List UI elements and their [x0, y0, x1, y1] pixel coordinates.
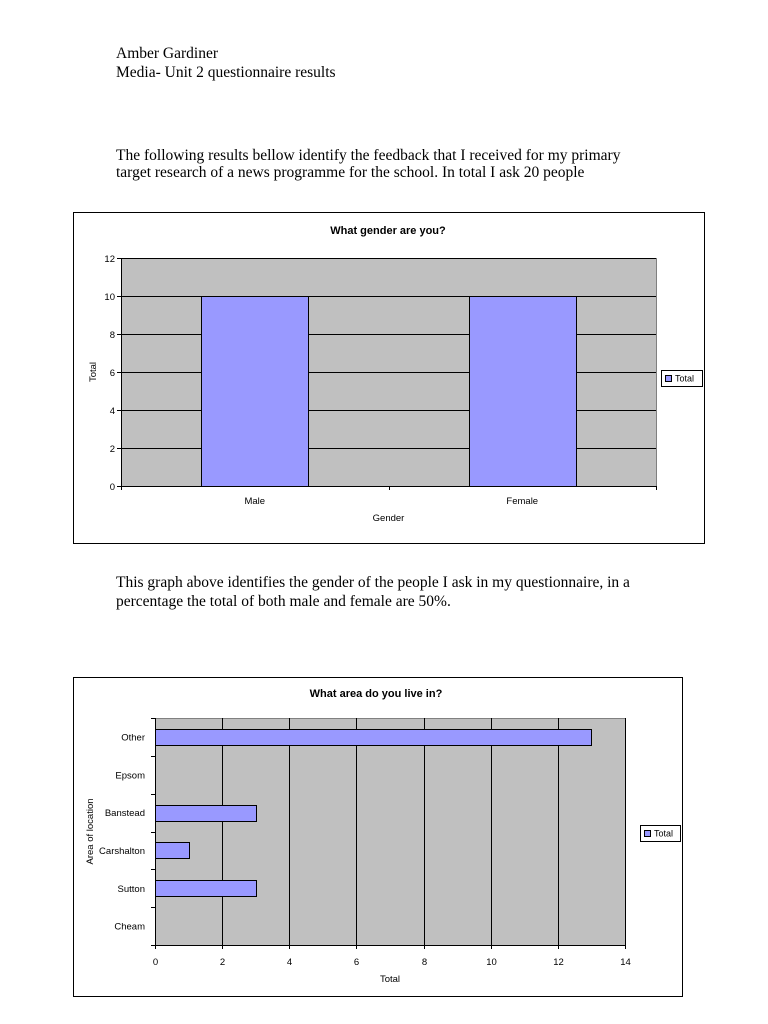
- plot-area: [156, 719, 626, 946]
- x-tick-label: 10: [486, 957, 497, 968]
- bar-male: [202, 297, 309, 487]
- x-axis-title: Gender: [372, 513, 405, 524]
- document-title: Media- Unit 2 questionnaire results: [116, 64, 336, 81]
- x-tick-label: 12: [553, 957, 564, 968]
- legend-swatch: [645, 831, 651, 837]
- x-tick-label: 0: [152, 957, 159, 968]
- bar-other: [156, 730, 592, 746]
- x-axis-title: Total: [379, 974, 401, 985]
- intro-line: The following results bellow identify the feedback that I received for my primary: [116, 147, 621, 164]
- bar-carshalton: [156, 843, 190, 859]
- x-tick-label: 8: [421, 957, 428, 968]
- intro-line: target research of a news programme for the school. In total I ask 20 people: [116, 164, 585, 181]
- legend: [662, 371, 703, 387]
- bar-sutton: [156, 881, 257, 897]
- legend-swatch: [666, 376, 672, 382]
- y-tick-label: 10: [104, 292, 115, 303]
- legend-label: Total: [654, 828, 674, 839]
- gender-chart-canvas: [74, 213, 704, 543]
- y-tick-label: 8: [109, 330, 115, 341]
- chart-title: What gender are you?: [330, 225, 446, 237]
- category-label: Sutton: [117, 883, 145, 895]
- summary-line: percentage the total of both male and female are 50%.: [116, 593, 451, 610]
- x-tick-label: 6: [353, 957, 360, 968]
- category-label: Male: [244, 496, 266, 507]
- category-label: Banstead: [104, 808, 145, 820]
- summary-line: This graph above identifies the gender of the people I ask in my questionnaire, in a: [116, 574, 630, 591]
- y-tick-label: 12: [104, 254, 115, 265]
- legend: [641, 826, 681, 842]
- y-tick-label: 6: [109, 368, 115, 379]
- x-tick-label: 4: [286, 957, 293, 968]
- category-label: Other: [121, 732, 145, 744]
- gender-chart: [73, 212, 705, 544]
- area-chart-canvas: [74, 678, 682, 996]
- category-label: Epsom: [115, 770, 145, 782]
- y-tick-label: 2: [109, 444, 115, 455]
- y-axis-title: Area of location: [85, 798, 96, 865]
- bar-female: [470, 297, 577, 487]
- y-axis-title: Total: [88, 361, 99, 383]
- y-tick-label: 0: [109, 482, 115, 493]
- area-chart: [73, 677, 683, 997]
- category-label: Cheam: [114, 921, 145, 933]
- y-tick-label: 4: [109, 406, 115, 417]
- x-tick-label: 2: [219, 957, 226, 968]
- category-label: Carshalton: [99, 845, 145, 857]
- author-name: Amber Gardiner: [116, 45, 218, 62]
- bar-banstead: [156, 806, 257, 822]
- legend-label: Total: [675, 373, 695, 384]
- chart-title: What area do you live in?: [309, 688, 443, 700]
- category-label: Female: [506, 496, 539, 507]
- x-tick-label: 14: [620, 957, 631, 968]
